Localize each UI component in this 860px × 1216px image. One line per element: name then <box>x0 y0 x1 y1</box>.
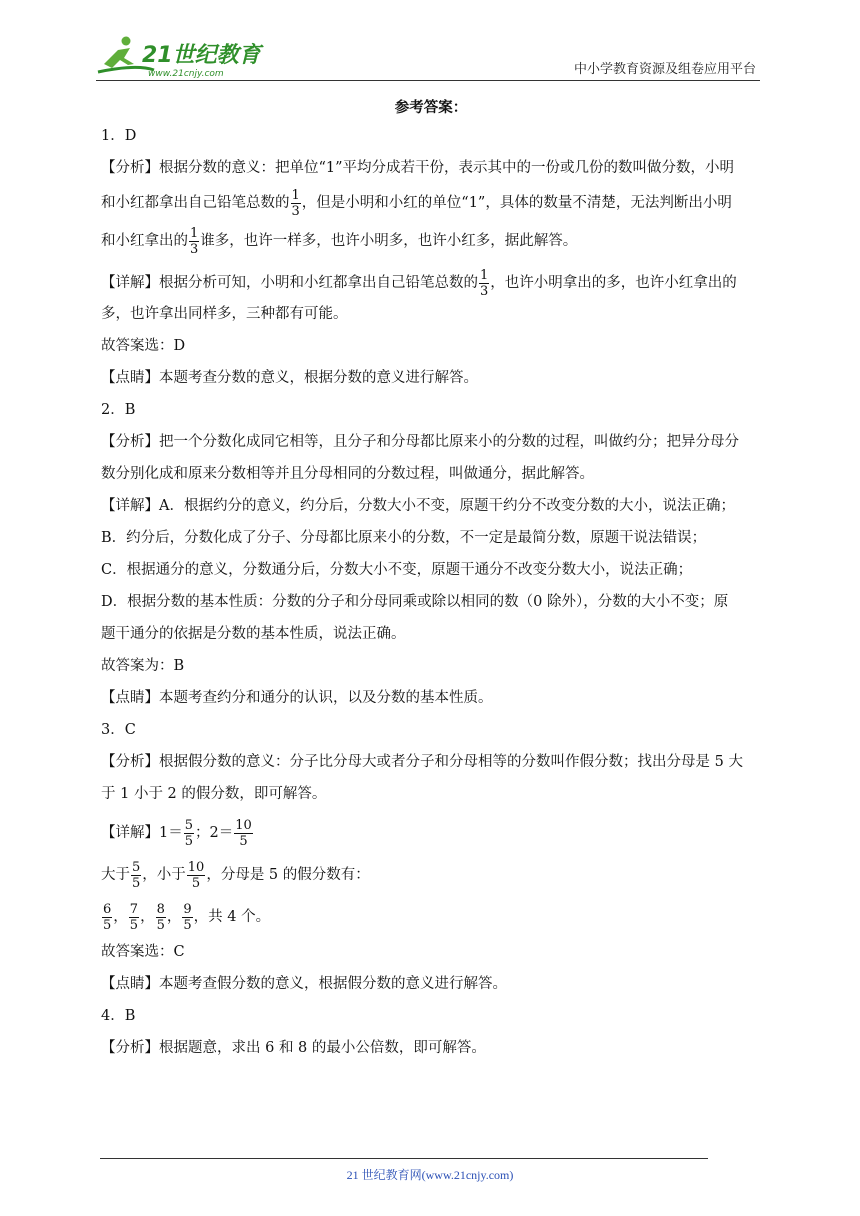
q1-answer: 故答案选：D <box>101 338 186 354</box>
q3-range: 大于 $\frac{5}{5}$ ，小于 $\frac{10}{5}$ ，分母是 5 的假分数有： <box>101 859 370 891</box>
fraction-5-5: $\frac{5}{5}$ <box>184 817 194 849</box>
q3-fraction-list: $\frac{6}{5}$ ， $\frac{7}{5}$ ， $\frac{8}{5}$ ， $\frac{9}{5}$ ，共 4 个。 <box>103 901 271 933</box>
q3-answer: 故答案选：C <box>101 944 185 960</box>
q2-detail-d2: 题干通分的依据是分数的基本性质，说法正确。 <box>101 626 406 642</box>
logo-21cnjy <box>96 34 266 80</box>
fraction-7-5: $\frac{7}{5}$ <box>129 901 139 933</box>
page-header <box>96 34 760 80</box>
q3-detail: 【详解】1＝ $\frac{5}{5}$ ；2＝ $\frac{10}{5}$ <box>101 817 252 849</box>
footer-site[interactable]: 21 世纪教育网(www.21cnjy.com) <box>346 1168 514 1182</box>
svg-text:21世纪教育: 21世纪教育 <box>142 43 261 68</box>
q2-analysis-line2: 数分别化成和原来分数相等并且分母相同的分数过程，叫做通分，据此解答。 <box>101 466 594 482</box>
fraction-9-5: $\frac{9}{5}$ <box>183 901 192 933</box>
q3-number: 3．C <box>101 722 136 738</box>
answer-title: 参考答案： <box>394 99 468 116</box>
fraction-10-5: $\frac{10}{5}$ <box>187 859 205 891</box>
q2-number: 2．B <box>101 402 136 418</box>
header-rule <box>96 80 760 81</box>
platform-name: 中小学教育资源及组卷应用平台 <box>573 62 756 77</box>
q1-detail-line2: 多，也许拿出同样多，三种都有可能。 <box>101 306 348 322</box>
footer-rule <box>100 1158 708 1159</box>
q3-point: 【点睛】本题考查假分数的意义，根据假分数的意义进行解答。 <box>101 976 507 992</box>
q1-analysis-line3: 和小红拿出的 $\frac{1}{3}$ 谁多，也许一样多，也许小明多，也许小红多，据此解答。 <box>101 225 578 257</box>
q2-answer: 故答案为：B <box>101 658 185 674</box>
q1-analysis-line2: 和小红都拿出自己铅笔总数的 $\frac{1}{3}$ ，但是小明和小红的单位“1”，具体的数量不清楚，无法判断出小明 <box>101 187 732 219</box>
fraction-one-third: $\frac{1}{3}$ <box>291 187 300 219</box>
fraction-8-5: $\frac{8}{5}$ <box>156 901 165 933</box>
q4-number: 4．B <box>101 1008 136 1024</box>
q2-point: 【点睛】本题考查约分和通分的认识，以及分数的基本性质。 <box>101 690 493 706</box>
svg-text:www.21cnjy.com: www.21cnjy.com <box>148 69 224 79</box>
q4-analysis: 【分析】根据题意，求出 6 和 8 的最小公倍数，即可解答。 <box>101 1040 486 1056</box>
q3-analysis-line2: 于 1 小于 2 的假分数，即可解答。 <box>101 786 327 802</box>
fraction-10-5: $\frac{10}{5}$ <box>235 817 252 849</box>
q2-detail-d1: D．根据分数的基本性质：分数的分子和分母同乘或除以相同的数（0 除外），分数的大小不变；原 <box>101 594 729 610</box>
q2-analysis-line1: 【分析】把一个分数化成同它相等，且分子和分母都比原来小的分数的过程，叫做约分；把异分母分 <box>101 434 739 450</box>
q3-analysis-line1: 【分析】根据假分数的意义：分子比分母大或者分子和分母相等的分数叫作假分数；找出分母是 5 大 <box>101 754 743 770</box>
fraction-6-5: $\frac{6}{5}$ <box>103 901 112 933</box>
q2-detail-a: 【详解】A．根据约分的意义，约分后，分数大小不变，原题干约分不改变分数的大小，说法正确； <box>101 498 735 514</box>
q2-detail-b: B．约分后，分数化成了分子、分母都比原来小的分数，不一定是最简分数，原题干说法错误； <box>101 530 707 546</box>
fraction-one-third: $\frac{1}{3}$ <box>190 225 199 257</box>
q1-detail-line1: 【详解】根据分析可知，小明和小红都拿出自己铅笔总数的 $\frac{1}{3}$ ，也许小明拿出的多，也许小红拿出的 <box>101 267 737 299</box>
q2-detail-c: C．根据通分的意义，分数通分后，分数大小不变，原题干通分不改变分数大小，说法正确； <box>101 562 693 578</box>
q1-number: 1．D <box>101 128 137 144</box>
fraction-5-5: $\frac{5}{5}$ <box>132 859 141 891</box>
fraction-one-third: $\frac{1}{3}$ <box>480 267 489 299</box>
answer-content <box>101 96 761 1068</box>
q1-point: 【点睛】本题考查分数的意义，根据分数的意义进行解答。 <box>101 370 478 386</box>
q1-analysis-line1: 【分析】根据分数的意义：把单位“1”平均分成若干份，表示其中的一份或几份的数叫做分数，小明 <box>101 160 735 176</box>
